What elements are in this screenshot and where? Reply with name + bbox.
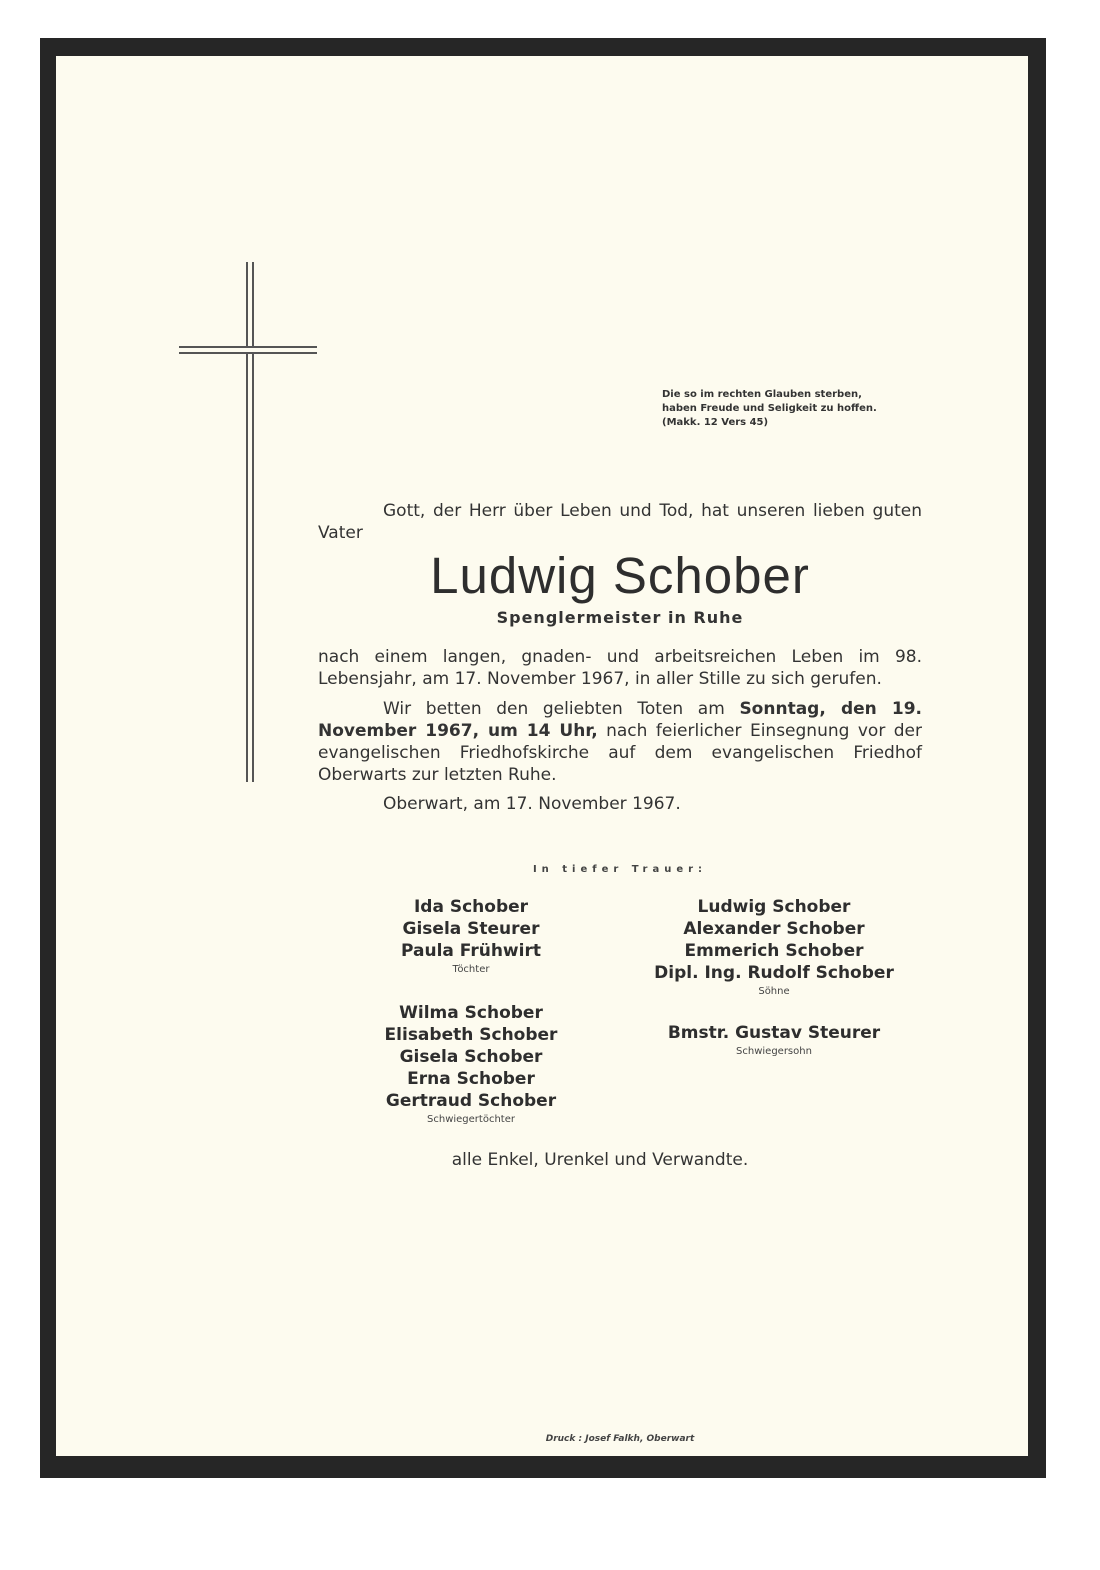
mourner-name: Ida Schober <box>413 897 529 917</box>
cross-bar <box>179 346 317 354</box>
relation-label: Schwiegersohn <box>736 1046 812 1057</box>
closing-line: alle Enkel, Urenkel und Verwandte. <box>451 1150 749 1170</box>
relation-label: Töchter <box>452 964 490 975</box>
printer-credit: Druck : Josef Falkh, Oberwart <box>545 1434 695 1444</box>
mourner-name: Wilma Schober <box>399 1003 543 1023</box>
passing-paragraph: nach einem langen, gnaden- und arbeitsreichen Leben im 98. Lebensjahr, am 17. November 1967, in aller Stille zu sich gerufen. <box>318 647 922 689</box>
relation-label: Söhne <box>758 986 790 997</box>
mourner-name: Emmerich Schober <box>684 941 864 961</box>
mourning-label: In tiefer Trauer: <box>532 864 708 875</box>
deceased-name: Ludwig Schober <box>430 547 810 604</box>
cross-icon <box>246 262 254 782</box>
verse-line-2: haben Freude und Seligkeit zu hoffen. <box>662 403 877 414</box>
mourner-name: Paula Frühwirt <box>401 941 541 961</box>
mourner-name: Elisabeth Schober <box>384 1025 558 1045</box>
place-date: Oberwart, am 17. November 1967. <box>383 794 681 814</box>
relation-label: Schwiegertöchter <box>427 1114 515 1125</box>
deceased-title: Spenglermeister in Ruhe <box>496 608 744 627</box>
sons-group <box>654 896 894 997</box>
son-in-law-group <box>654 1022 894 1057</box>
card-frame <box>40 38 1046 1478</box>
funeral-text-start: Wir betten den geliebten Toten am <box>383 699 740 719</box>
mourner-name: Erna Schober <box>407 1069 535 1089</box>
mourner-name: Alexander Schober <box>683 919 865 939</box>
mourner-name: Bmstr. Gustav Steurer <box>667 1023 881 1043</box>
mourner-name: Gisela Steurer <box>402 919 540 939</box>
bible-verse <box>662 388 922 430</box>
daughters-in-law-group <box>371 1002 571 1125</box>
daughters-group <box>371 896 571 975</box>
mourner-name: Dipl. Ing. Rudolf Schober <box>654 963 894 983</box>
mourner-name: Ludwig Schober <box>697 897 851 917</box>
verse-reference: (Makk. 12 Vers 45) <box>662 417 769 428</box>
mourner-name: Gisela Schober <box>399 1047 543 1067</box>
mourner-name: Gertraud Schober <box>385 1091 557 1111</box>
funeral-paragraph <box>318 698 922 786</box>
verse-line-1: Die so im rechten Glauben sterben, <box>662 389 862 400</box>
funeral-date: Sonntag, den 19. November 1967, um 14 Uhr, <box>318 699 923 741</box>
obituary-paper <box>56 56 1028 1456</box>
intro-text: Gott, der Herr über Leben und Tod, hat unseren lieben guten Vater <box>318 501 922 543</box>
funeral-text-end: nach feierlicher Einsegnung vor der evangelischen Friedhofskirche auf dem evangelischen Friedhof Oberwarts zur letzten Ruhe. <box>318 721 923 785</box>
